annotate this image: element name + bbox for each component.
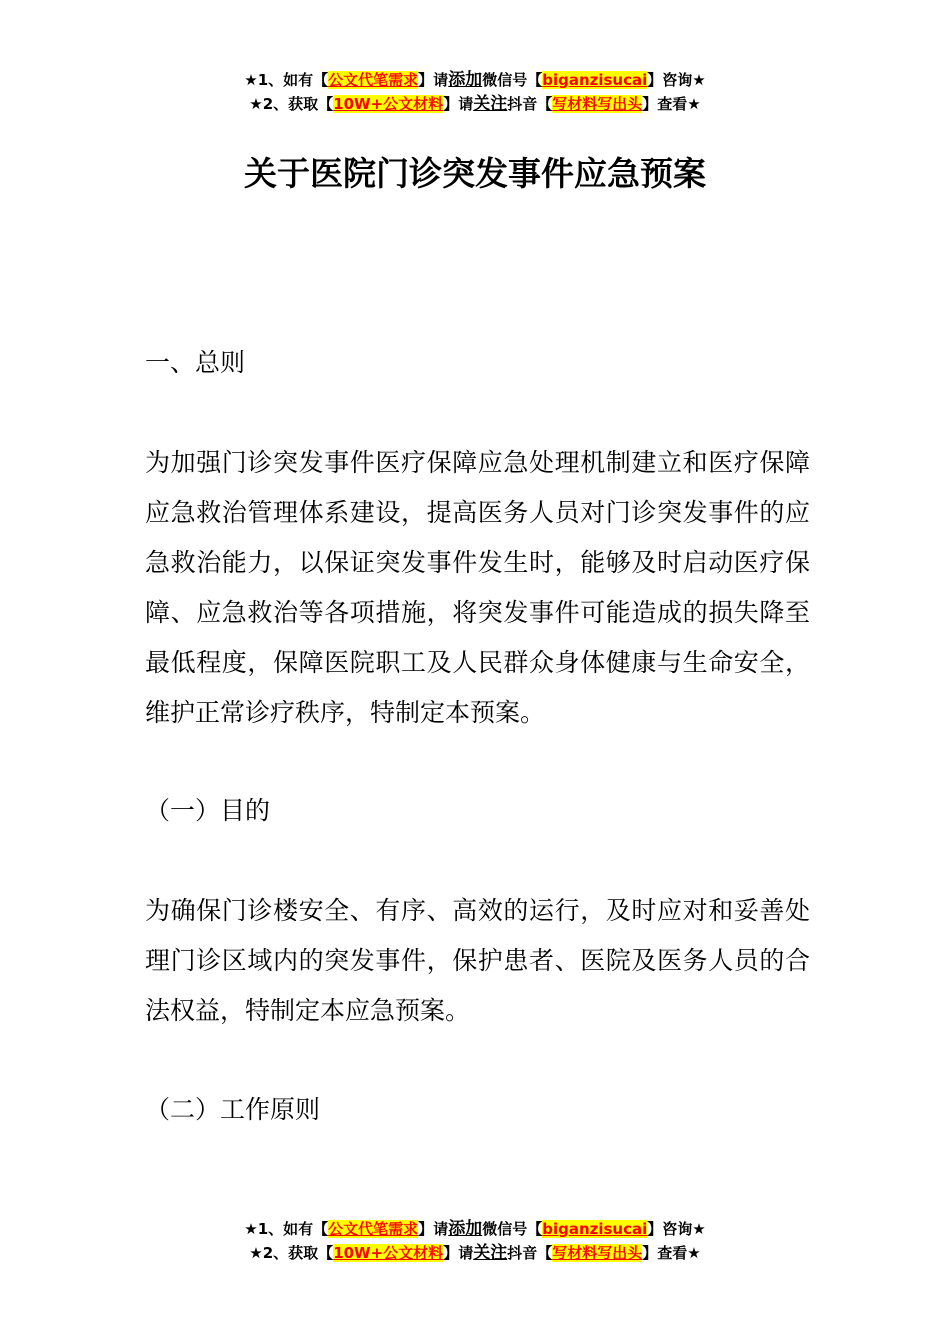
section-heading: 一、总则 xyxy=(145,348,246,377)
document-title: 关于医院门诊突发事件应急预案 xyxy=(244,154,706,193)
banner-highlight: 10W+公文材料 xyxy=(333,1244,444,1262)
banner-text: 】查看★ xyxy=(642,95,701,113)
banner-emphasis: 关注 xyxy=(473,1243,508,1263)
banner-emphasis: 添加 xyxy=(448,1219,483,1239)
banner-text: ★2、获取【 xyxy=(249,1244,334,1262)
banner-text: 】请 xyxy=(443,95,474,113)
section-paragraph: 为确保门诊楼安全、有序、高效的运行，及时应对和妥善处理门诊区域内的突发事件，保护患者、医院及医务人员的合法权益，特制定本应急预案。 xyxy=(145,896,810,1025)
banner-text: 抖音【 xyxy=(507,95,553,113)
header-banner xyxy=(0,68,950,116)
banner-text: 】咨询★ xyxy=(647,71,706,89)
banner-text: 】请 xyxy=(418,1220,449,1238)
banner-text: ★1、如有【 xyxy=(244,71,329,89)
banner-text: 】请 xyxy=(443,1244,474,1262)
banner-text: 微信号【 xyxy=(482,1220,543,1238)
banner-wechat-id: biganzisucai xyxy=(542,1220,648,1238)
banner-text: 】请 xyxy=(418,71,449,89)
banner-text: 】咨询★ xyxy=(647,1220,706,1238)
section-paragraph: 为加强门诊突发事件医疗保障应急处理机制建立和医疗保障应急救治管理体系建设，提高医务人员对门诊突发事件的应急救治能力，以保证突发事件发生时，能够及时启动医疗保障、应急救治等各项措施，将突发事件可能造成的损失降至最低程度，保障医院职工及人民群众身体健康与生命安全，维护正常诊疗秩序，特制定本预案。 xyxy=(145,448,810,727)
banner-line-1 xyxy=(0,1217,950,1241)
banner-line-2 xyxy=(0,92,950,116)
banner-line-1 xyxy=(0,68,950,92)
banner-text: ★2、获取【 xyxy=(249,95,334,113)
banner-text: 】查看★ xyxy=(642,1244,701,1262)
section-heading: （二）工作原则 xyxy=(145,1095,321,1124)
banner-emphasis: 添加 xyxy=(448,70,483,90)
section-heading: （一）目的 xyxy=(145,796,271,825)
banner-wechat-id: biganzisucai xyxy=(542,71,648,89)
banner-line-2 xyxy=(0,1241,950,1265)
banner-highlight: 公文代笔需求 xyxy=(328,71,419,89)
banner-highlight: 写材料写出头 xyxy=(552,1244,643,1262)
banner-emphasis: 关注 xyxy=(473,94,508,114)
banner-text: ★1、如有【 xyxy=(244,1220,329,1238)
banner-highlight: 10W+公文材料 xyxy=(333,95,444,113)
footer-banner xyxy=(0,1217,950,1265)
banner-text: 抖音【 xyxy=(507,1244,553,1262)
banner-text: 微信号【 xyxy=(482,71,543,89)
banner-highlight: 写材料写出头 xyxy=(552,95,643,113)
banner-highlight: 公文代笔需求 xyxy=(328,1220,419,1238)
